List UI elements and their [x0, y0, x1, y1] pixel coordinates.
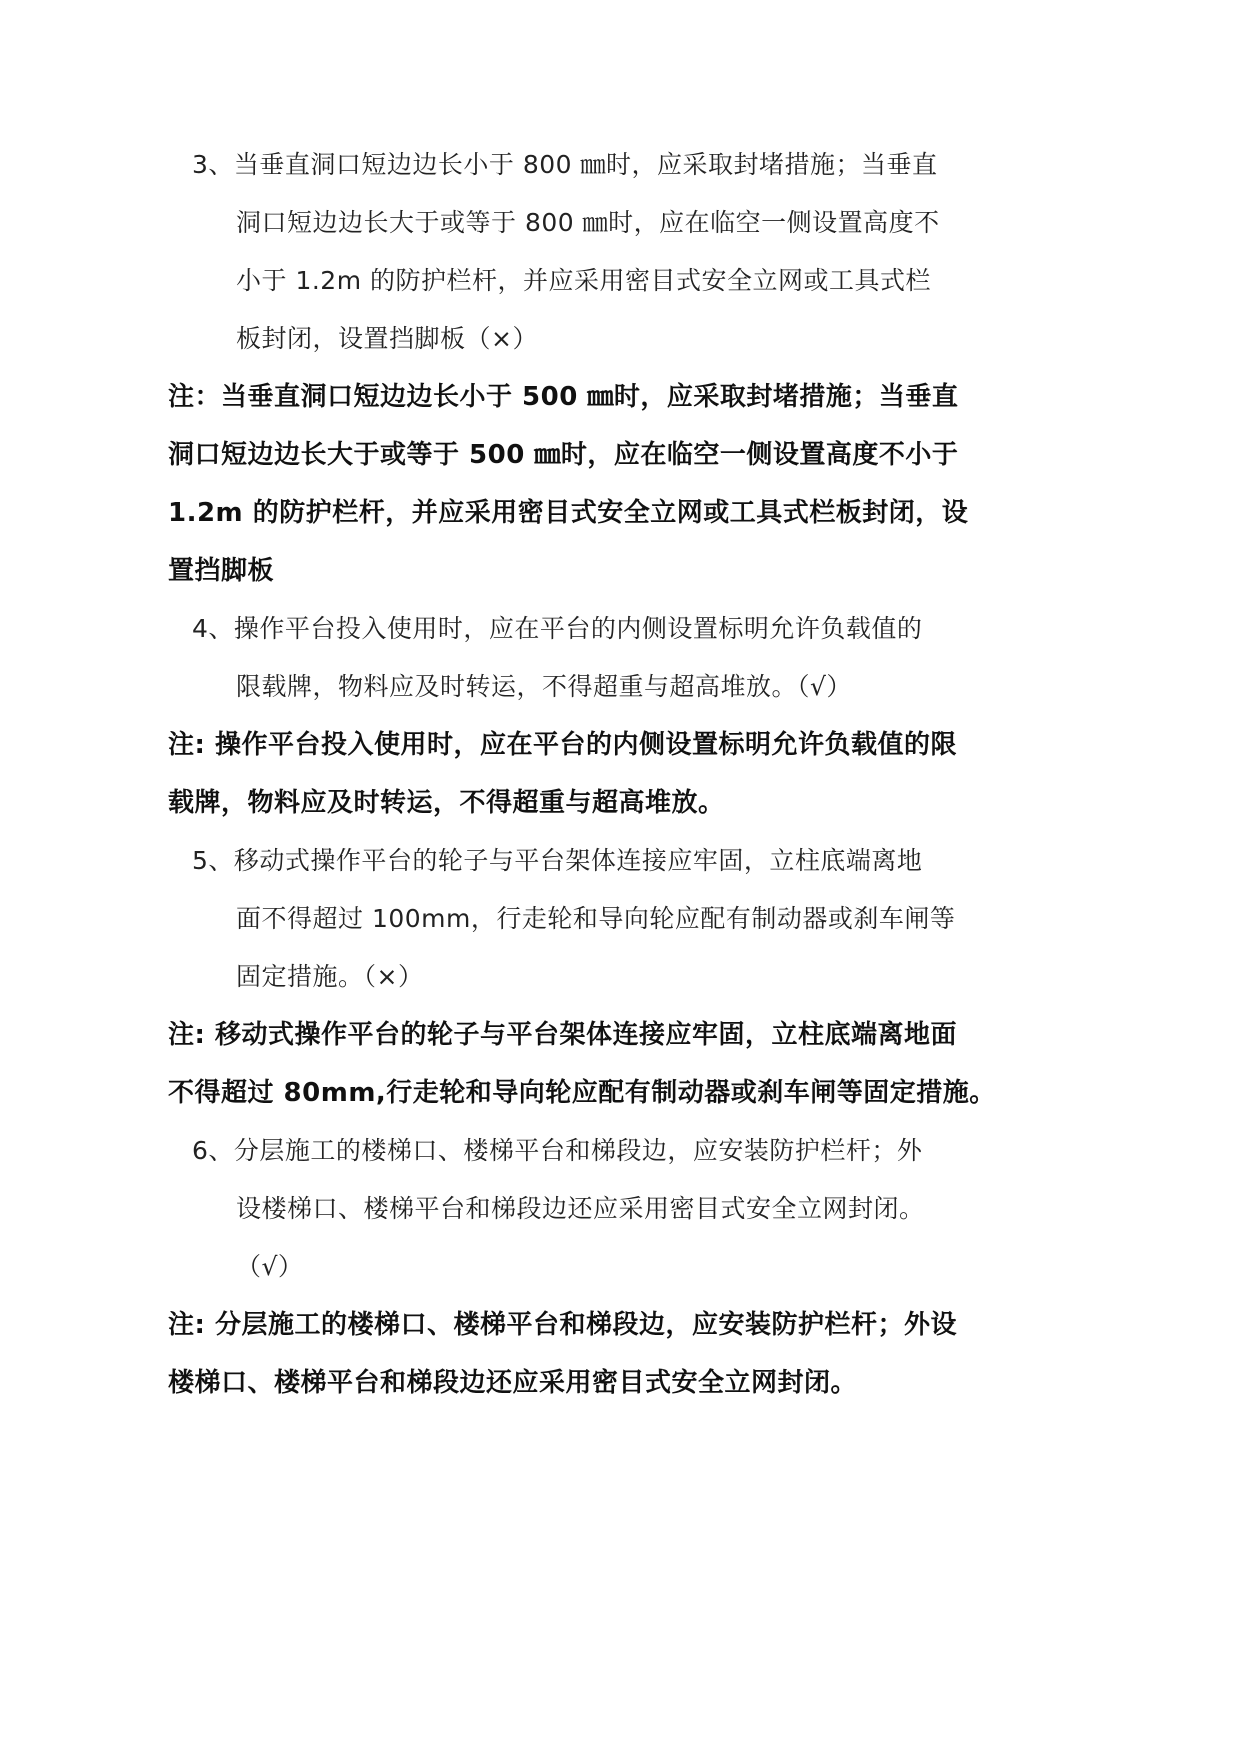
note-4-line-2: 载牌，物料应及时转运，不得超重与超高堆放。 — [168, 788, 725, 818]
question-4-line-1: 4、操作平台投入使用时，应在平台的内侧设置标明允许负载值的 — [192, 614, 923, 643]
question-3-line-1: 3、当垂直洞口短边边长小于 800 ㎜时，应采取封堵措施；当垂直 — [192, 150, 938, 179]
note-5-line-2: 不得超过 80mm,行走轮和导向轮应配有制动器或刹车闸等固定措施。 — [168, 1078, 996, 1108]
question-4-line-2: 限载牌，物料应及时转运，不得超重与超高堆放。（√） — [236, 672, 852, 701]
note-3-line-1: 注：当垂直洞口短边边长小于 500 ㎜时，应采取封堵措施；当垂直 — [168, 382, 959, 412]
note-3-line-2: 洞口短边边长大于或等于 500 ㎜时，应在临空一侧设置高度不小于 — [168, 440, 959, 470]
question-5-line-1: 5、移动式操作平台的轮子与平台架体连接应牢固，立柱底端离地 — [192, 846, 923, 875]
question-3-line-2: 洞口短边边长大于或等于 800 ㎜时，应在临空一侧设置高度不 — [236, 208, 940, 237]
note-4-line-1: 注: 操作平台投入使用时，应在平台的内侧设置标明允许负载值的限 — [168, 730, 957, 760]
note-6-line-1: 注: 分层施工的楼梯口、楼梯平台和梯段边，应安装防护栏杆；外设 — [168, 1310, 957, 1340]
note-6-line-2: 楼梯口、楼梯平台和梯段边还应采用密目式安全立网封闭。 — [168, 1368, 858, 1398]
question-3-line-3: 小于 1.2m 的防护栏杆，并应采用密目式安全立网或工具式栏 — [236, 266, 932, 295]
note-3-line-4: 置挡脚板 — [168, 556, 275, 586]
note-3-line-3: 1.2m 的防护栏杆，并应采用密目式安全立网或工具式栏板封闭，设 — [168, 498, 969, 528]
question-3-line-4: 板封闭，设置挡脚板（×） — [236, 324, 538, 353]
question-6-line-3: （√） — [236, 1252, 304, 1281]
question-6-line-2: 设楼梯口、楼梯平台和梯段边还应采用密目式安全立网封闭。 — [236, 1194, 925, 1223]
question-5-line-2: 面不得超过 100mm，行走轮和导向轮应配有制动器或刹车闸等 — [236, 904, 956, 933]
note-5-line-1: 注: 移动式操作平台的轮子与平台架体连接应牢固，立柱底端离地面 — [168, 1020, 957, 1050]
question-5-line-3: 固定措施。（×） — [236, 962, 424, 991]
question-6-line-1: 6、分层施工的楼梯口、楼梯平台和梯段边，应安装防护栏杆；外 — [192, 1136, 923, 1165]
